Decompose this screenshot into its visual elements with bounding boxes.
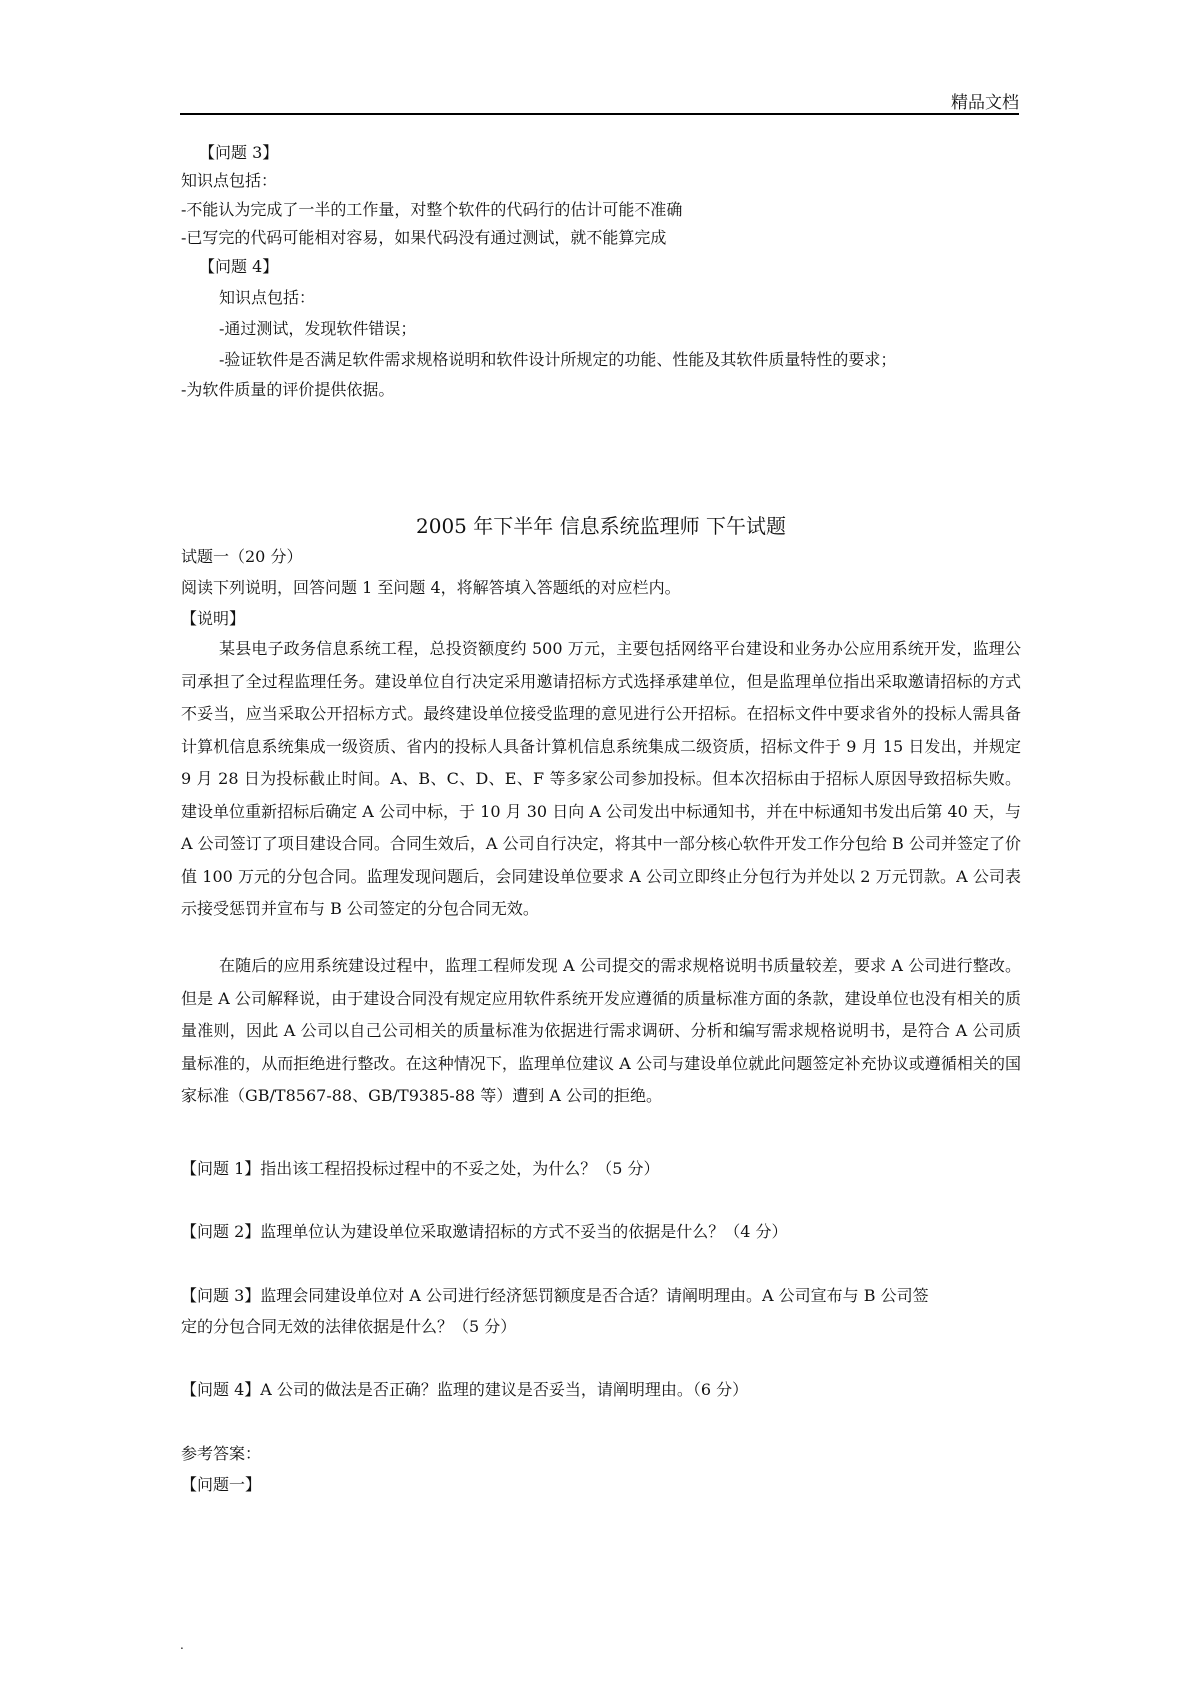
problem-heading: 试题一（20 分）: [181, 547, 303, 566]
description-paragraph-2: 在随后的应用系统建设过程中，监理工程师发现 A 公司提交的需求规格说明书质量较差，要求 A 公司进行整改。但是 A 公司解释说，由于建设合同没有规定应用软件系统开发应遵循的质量标准方面的条款，建设单位也没有相关的质量准则，因此 A 公司以自己公司相关的质量标准为依据进行需求调研、分析和编写需求规格说明书，是符合 A 公司质量标准的，从而拒绝进行整改。在这种情况下，监理单位建议 A 公司与建设单位就此问题签定补充协议或遵循相关的国家标准（GB/T8567-88、GB/T9385-88 等）遭到 A 公司的拒绝。: [181, 956, 1021, 1105]
header-rule: [180, 113, 1019, 115]
q3-point: -不能认为完成了一半的工作量，对整个软件的代码行的估计可能不准确: [181, 200, 683, 219]
question-1: 【问题 1】指出该工程招投标过程中的不妥之处，为什么？（5 分）: [181, 1159, 660, 1178]
answer-heading: 参考答案：: [181, 1444, 262, 1463]
question-3-continued: 定的分包合同无效的法律依据是什么？（5 分）: [181, 1317, 517, 1336]
q4-point: -为软件质量的评价提供依据。: [181, 380, 395, 399]
q4-heading: 【问题 4】: [199, 257, 279, 276]
description-paragraph-1: 某县电子政务信息系统工程，总投资额度约 500 万元，主要包括网络平台建设和业务办公应用系统开发，监理公司承担了全过程监理任务。建设单位自行决定采用邀请招标方式选择承建单位，但是监理单位指出采取邀请招标的方式不妥当，应当采取公开招标方式。最终建设单位接受监理的意见进行公开招标。在招标文件中要求省外的投标人需具备计算机信息系统集成一级资质、省内的投标人具备计算机信息系统集成二级资质，招标文件于 9 月 15 日发出，并规定 9 月 28 日为投标截止时间。A、B、C、D、E、F 等多家公司参加投标。但本次招标由于招标人原因导致招标失败。建设单位重新招标后确定 A 公司中标，于 10 月 30 日向 A 公司发出中标通知书，并在中标通知书发出后第 40 天，与 A 公司签订了项目建设合同。合同生效后，A 公司自行决定，将其中一部分核心软件开发工作分包给 B 公司并签定了价值 100 万元的分包合同。监理发现问题后，会同建设单位要求 A 公司立即终止分包行为并处以 2 万元罚款。A 公司表示接受惩罚并宣布与 B 公司签定的分包合同无效。: [181, 639, 1021, 918]
q3-heading: 【问题 3】: [199, 143, 279, 162]
exam-title: 2005 年下半年 信息系统监理师 下午试题: [416, 514, 786, 538]
q3-point: -已写完的代码可能相对容易，如果代码没有通过测试，就不能算完成: [181, 228, 667, 247]
q4-point: -通过测试，发现软件错误；: [219, 319, 417, 338]
question-3: 【问题 3】监理会同建设单位对 A 公司进行经济惩罚额度是否合适？请阐明理由。A 公司宣布与 B 公司签: [181, 1286, 929, 1305]
header-text: 精品文档: [951, 93, 1019, 113]
answer-q1-heading: 【问题一】: [181, 1475, 262, 1494]
q4-point: -验证软件是否满足软件需求规格说明和软件设计所规定的功能、性能及其软件质量特性的要求；: [219, 350, 897, 369]
description-heading: 【说明】: [181, 609, 246, 628]
q4-intro: 知识点包括：: [219, 288, 316, 307]
footer-mark: .: [180, 1638, 184, 1652]
question-2: 【问题 2】监理单位认为建设单位采取邀请招标的方式不妥当的依据是什么？（4 分）: [181, 1222, 788, 1241]
instructions: 阅读下列说明，回答问题 1 至问题 4，将解答填入答题纸的对应栏内。: [181, 578, 681, 597]
q3-intro: 知识点包括：: [181, 171, 278, 190]
question-4: 【问题 4】A 公司的做法是否正确？监理的建议是否妥当，请阐明理由。（6 分）: [181, 1380, 749, 1399]
